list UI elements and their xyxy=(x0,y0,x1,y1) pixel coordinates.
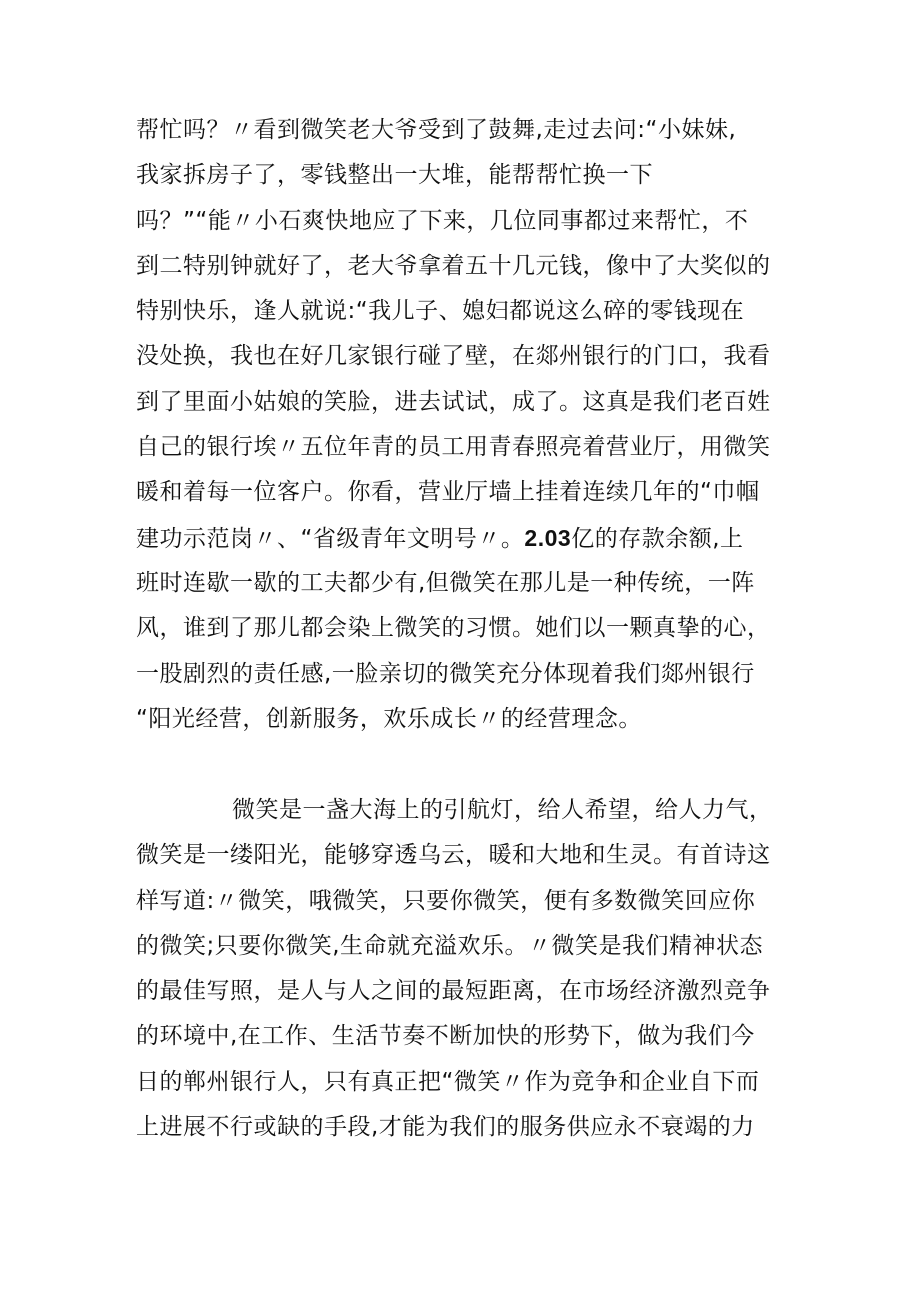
text-line: 自己的银行埃〃五位年青的员工用青春照亮着营业厅，用微笑 xyxy=(136,434,771,461)
text-line-with-amount xyxy=(136,516,796,561)
text-line: 到了里面小姑娘的笑脸，进去试试，成了。这真是我们老百姓 xyxy=(136,388,771,415)
text-line: 没处换，我也在好几家银行碰了壁，在郯州银行的门口，我看 xyxy=(136,343,771,370)
text-line: 帮忙吗？〃看到微笑老大爷受到了鼓舞,走过去问:“小妹妹, xyxy=(136,117,737,143)
text-line: 班时连歇一歇的工夫都少有,但微笑在那儿是一种传统，一阵 xyxy=(136,569,755,596)
text-line: 风，谁到了那儿都会染上微笑的习惯。她们以一颗真挚的心， xyxy=(136,615,771,642)
text-line: 的最佳写照，是人与人之间的最短距离，在市场经济激烈竞争 xyxy=(136,978,771,1005)
text-line: 微笑是一缕阳光，能够穿透乌云，暖和大地和生灵。有首诗这 xyxy=(136,842,771,869)
text-segment: 微笑是一盏大海上的引航灯，给人希望，给人力气， xyxy=(232,797,773,823)
text-segment: 亿的存款余额,上 xyxy=(571,525,744,552)
text-line: “阳光经营，创新服务，欢乐成长〃的经营理念。 xyxy=(136,705,642,732)
text-line: 一股剧烈的责任感,一脸亲切的微笑充分体现着我们郯州银行 xyxy=(136,660,755,687)
deposit-amount: 2.03 xyxy=(524,524,572,551)
text-line: 特别快乐，逢人就说:“我儿子、媳妇都说这么碎的零钱现在 xyxy=(136,298,745,325)
text-line: 暖和着每一位客户。你看，营业厅墙上挂着连续几年的“巾帼 xyxy=(136,479,760,506)
text-line: 的环境中,在工作、生活节奏不断加快的形势下，做为我们今 xyxy=(136,1023,755,1050)
text-line: 吗？”“能〃小石爽快地应了下来，几位同事都过来帮忙，不 xyxy=(136,207,749,234)
text-line: 的微笑;只要你微笑,生命就充溢欢乐。〃微笑是我们精神状态 xyxy=(136,932,764,959)
paragraph-2 xyxy=(136,788,796,1150)
text-line: 日的郸州银行人，只有真正把“微笑〃作为竞争和企业自下而 xyxy=(136,1068,760,1095)
text-line xyxy=(136,788,796,833)
text-line: 样写道:〃微笑，哦微笑，只要你微笑，便有多数微笑回应你 xyxy=(136,887,756,914)
text-line: 到二特别钟就好了，老大爷拿着五十几元钱，像中了大奖似的 xyxy=(136,252,771,279)
paragraph-1 xyxy=(136,108,796,742)
text-line: 我家拆房子了，零钱整出一大堆，能帮帮忙换一下 xyxy=(136,162,653,189)
text-segment: 建功示范岗〃、“省级青年文明号〃。 xyxy=(136,525,525,552)
text-line: 上进展不行或缺的手段,才能为我们的服务供应永不衰竭的力 xyxy=(136,1114,755,1141)
